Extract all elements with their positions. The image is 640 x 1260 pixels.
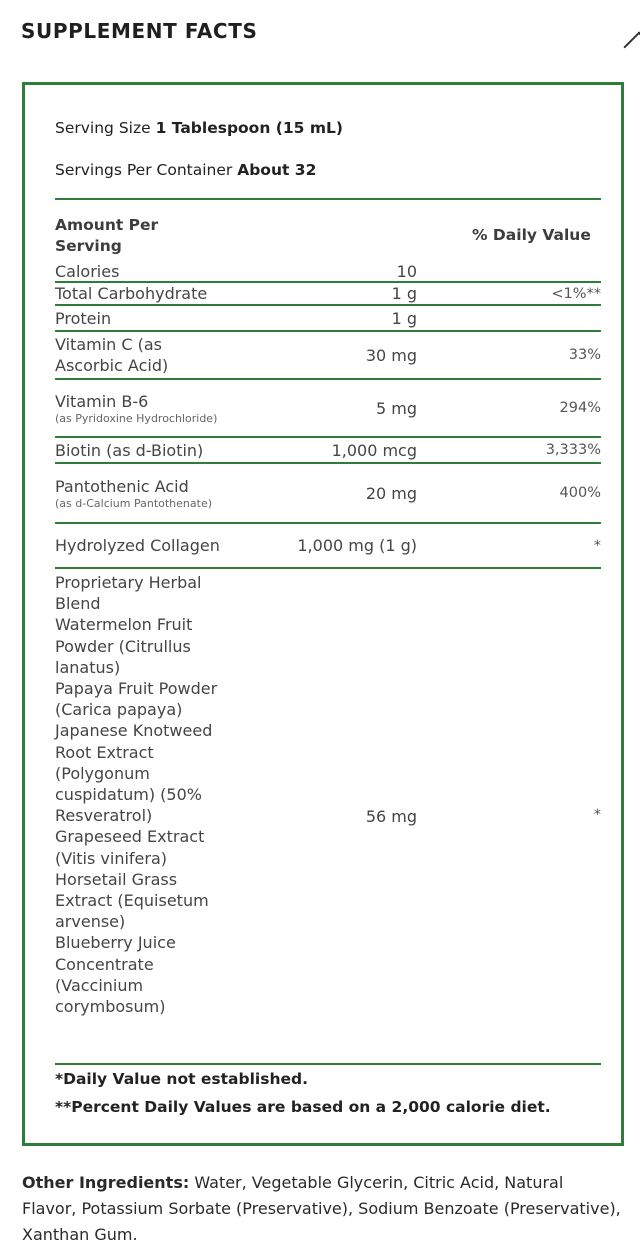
nutrient-daily-value: * <box>593 537 601 554</box>
table-row <box>55 306 601 332</box>
serving-size-label: Serving Size <box>55 119 151 137</box>
amount-per-serving-header: Amount Per Serving <box>55 216 159 255</box>
nutrient-amount: 20 mg <box>365 483 417 503</box>
table-row <box>55 438 601 464</box>
blend-amount: 56 mg <box>365 807 417 826</box>
nutrient-daily-value: 3,333% <box>545 442 601 458</box>
nutrient-amount: 10 <box>396 261 417 281</box>
footnote-daily-value: *Daily Value not established. <box>55 1070 308 1088</box>
nutrient-label: Protein <box>55 308 112 328</box>
nutrient-label: Pantothenic Acid <box>55 476 189 496</box>
nutrient-label: Biotin (as d-Biotin) <box>55 440 204 460</box>
proprietary-blend-row <box>55 569 601 1065</box>
nutrient-name <box>55 334 227 376</box>
table-row <box>55 464 601 524</box>
nutrient-daily-value: 400% <box>559 485 601 501</box>
blend-daily-value: * <box>593 807 601 823</box>
serving-size-value: 1 Tablespoon (15 mL) <box>155 119 343 137</box>
nutrient-amount: 1,000 mcg <box>331 440 417 460</box>
nutrient-amount: 5 mg <box>375 398 417 418</box>
blend-ingredient: Papaya Fruit Powder (Carica papaya) <box>55 679 218 720</box>
nutrient-name <box>55 476 227 511</box>
blend-ingredient: Proprietary Herbal Blend <box>55 573 202 614</box>
nutrient-source: (as Pyridoxine Hydrochloride) <box>55 411 218 425</box>
nutrient-label: Calories <box>55 261 120 281</box>
nutrient-name <box>55 440 227 461</box>
page-title: SUPPLEMENT FACTS <box>21 19 258 43</box>
chevron-up-icon[interactable] <box>623 31 640 62</box>
nutrient-amount: 1 g <box>391 284 417 303</box>
serving-size <box>55 119 343 137</box>
other-ingredients <box>22 1170 622 1248</box>
nutrient-daily-value: 294% <box>559 400 601 416</box>
table-row <box>55 332 601 380</box>
nutrient-amount: 1 g <box>391 308 417 328</box>
nutrient-label: Vitamin B-6 <box>55 391 149 411</box>
table-row <box>55 283 601 306</box>
nutrient-label: Total Carbohydrate <box>55 284 208 303</box>
nutrient-amount: 1,000 mg (1 g) <box>297 536 417 555</box>
blend-ingredient: Blueberry Juice Concentrate (Vaccinium corymbosum) <box>55 933 176 1017</box>
nutrient-name <box>55 308 227 329</box>
servings-per-container-label: Servings Per Container <box>55 161 233 179</box>
servings-per-container-value: About 32 <box>237 161 317 179</box>
blend-ingredient: Japanese Knotweed Root Extract (Polygonum cuspidatum) (50% Resveratrol) <box>55 721 213 826</box>
supplement-facts-panel <box>22 82 624 1146</box>
other-ingredients-text: Water, Vegetable Glycerin, Citric Acid, Natural Flavor, Potassium Sorbate (Preservative), Sodium Benzoate (Preservative), Xanthan Gum. <box>22 1173 621 1244</box>
blend-names <box>55 569 227 1017</box>
nutrient-daily-value: <1%** <box>551 285 601 302</box>
daily-value-header: % Daily Value <box>472 226 591 244</box>
blend-ingredient: Grapeseed Extract (Vitis vinifera) <box>55 827 205 868</box>
nutrient-amount: 30 mg <box>365 345 417 365</box>
nutrient-label: Vitamin C (as Ascorbic Acid) <box>55 335 169 375</box>
blend-ingredient: Horsetail Grass Extract (Equisetum arvense) <box>55 869 209 932</box>
nutrient-name <box>55 391 227 426</box>
nutrient-name <box>55 261 227 282</box>
other-ingredients-label: Other Ingredients: <box>22 1173 190 1192</box>
nutrient-name <box>55 535 227 556</box>
blend-ingredient: Watermelon Fruit Powder (Citrullus lanatus) <box>55 615 193 677</box>
servings-per-container <box>55 161 316 179</box>
nutrient-source: (as d-Calcium Pantothenate) <box>55 496 213 510</box>
table-row <box>55 261 601 283</box>
table-row <box>55 380 601 438</box>
nutrient-label: Hydrolyzed Collagen <box>55 536 220 555</box>
table-row <box>55 524 601 569</box>
divider-rule <box>55 198 601 200</box>
nutrient-name <box>55 283 227 304</box>
footnote-percent-daily-value: **Percent Daily Values are based on a 2,000 calorie diet. <box>55 1098 551 1116</box>
nutrient-daily-value: 33% <box>568 347 601 363</box>
